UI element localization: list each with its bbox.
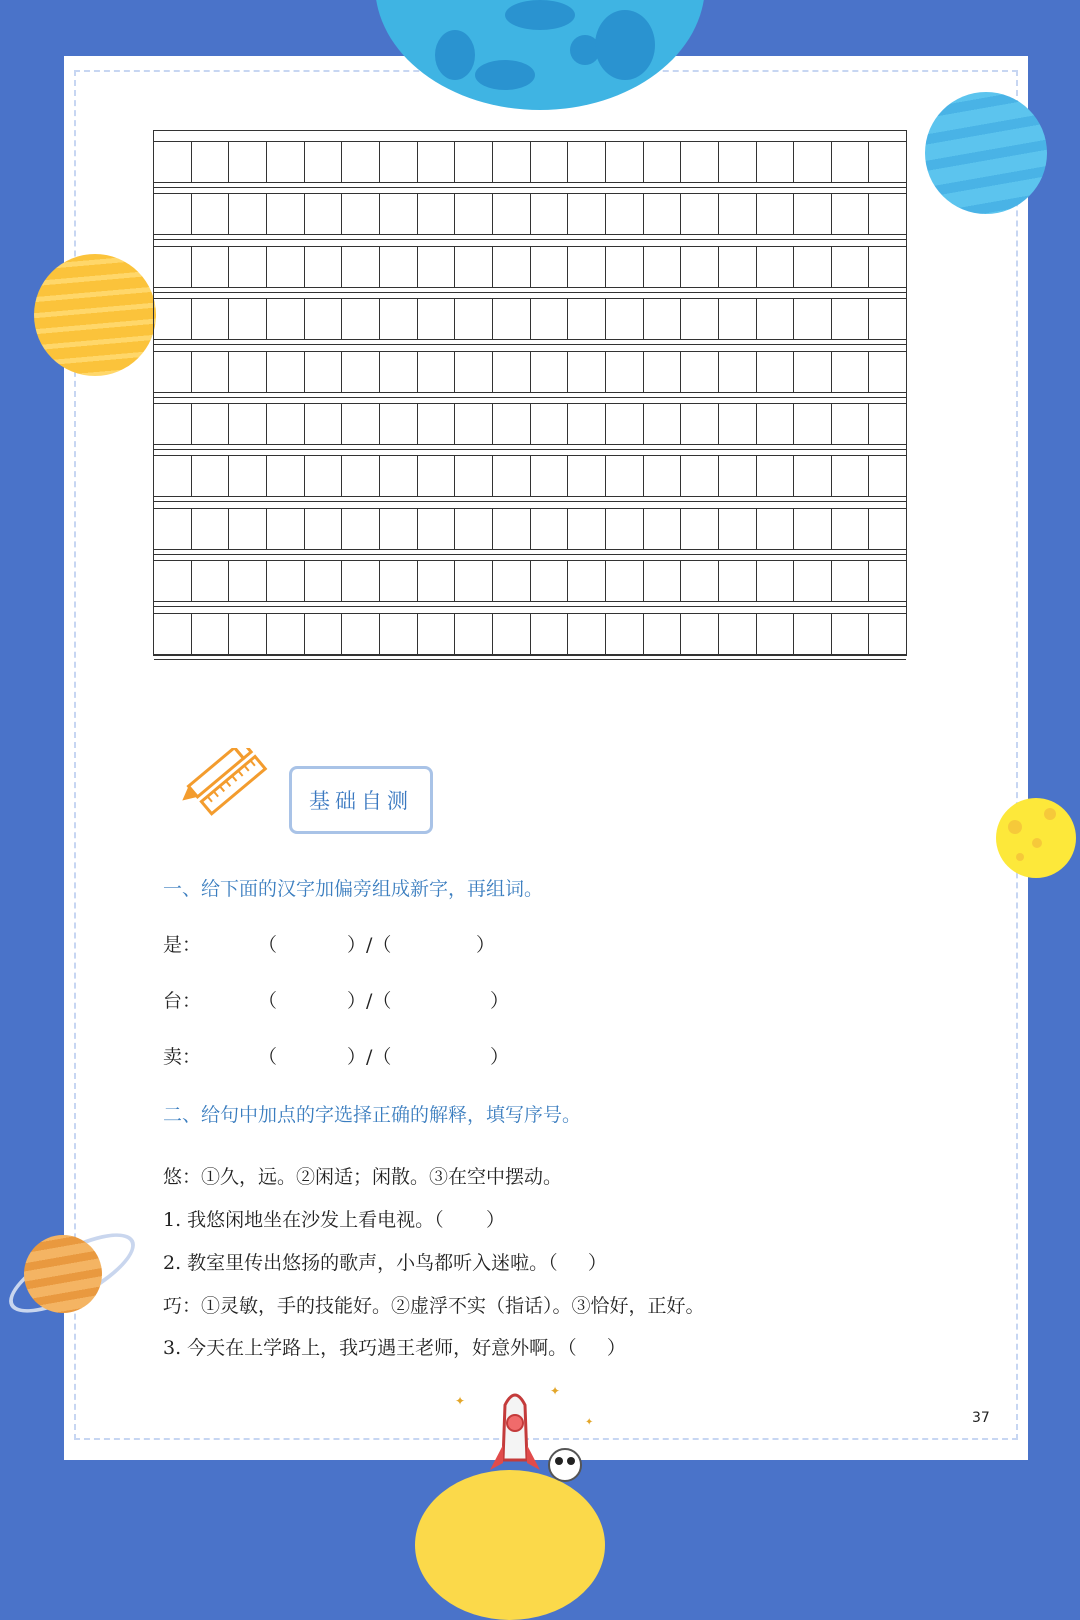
grid-cell[interactable] (794, 509, 832, 549)
rocket-illustration (455, 1385, 605, 1495)
grid-cell[interactable] (832, 299, 870, 339)
grid-cell[interactable] (192, 614, 230, 654)
grid-cell[interactable] (719, 194, 757, 234)
grid-cell[interactable] (606, 404, 644, 444)
grid-cell[interactable] (832, 404, 870, 444)
grid-cell[interactable] (869, 194, 906, 234)
grid-cell[interactable] (869, 352, 906, 392)
grid-cell[interactable] (305, 456, 343, 496)
q1-blank-open: （ (258, 1046, 278, 1068)
grid-cell[interactable] (531, 456, 569, 496)
grid-cell[interactable] (305, 142, 343, 182)
grid-cell[interactable] (832, 352, 870, 392)
grid-cell[interactable] (342, 614, 380, 654)
grid-separator-line (154, 501, 906, 502)
grid-cell[interactable] (267, 509, 305, 549)
yellow-planet-decoration (34, 254, 156, 376)
grid-cell[interactable] (493, 509, 531, 549)
grid-cell[interactable] (757, 404, 795, 444)
grid-cell[interactable] (644, 352, 682, 392)
grid-cell[interactable] (681, 456, 719, 496)
grid-cell[interactable] (568, 456, 606, 496)
grid-cell[interactable] (869, 509, 906, 549)
grid-cell[interactable] (606, 194, 644, 234)
grid-cell[interactable] (229, 142, 267, 182)
grid-cell[interactable] (342, 561, 380, 601)
grid-cell[interactable] (568, 247, 606, 287)
grid-cell[interactable] (455, 299, 493, 339)
grid-cell[interactable] (455, 561, 493, 601)
grid-cell[interactable] (757, 352, 795, 392)
grid-row (154, 560, 906, 602)
grid-separator-line (154, 659, 906, 660)
grid-cell[interactable] (531, 404, 569, 444)
grid-cell[interactable] (832, 614, 870, 654)
grid-guide-line (154, 341, 906, 342)
grid-cell[interactable] (493, 456, 531, 496)
grid-cell[interactable] (154, 299, 192, 339)
grid-cell[interactable] (229, 352, 267, 392)
grid-cell[interactable] (719, 509, 757, 549)
grid-cell[interactable] (267, 352, 305, 392)
grid-cell[interactable] (305, 614, 343, 654)
grid-cell[interactable] (192, 247, 230, 287)
grid-cell[interactable] (455, 142, 493, 182)
grid-cell[interactable] (229, 247, 267, 287)
grid-cell[interactable] (380, 561, 418, 601)
grid-cell[interactable] (305, 247, 343, 287)
grid-cell[interactable] (832, 247, 870, 287)
grid-guide-line (154, 498, 906, 499)
grid-cell[interactable] (418, 247, 456, 287)
q1-blank-close: ） (490, 990, 510, 1012)
question-line: 3. 今天在上学路上，我巧遇王老师，好意外啊。（ ） (163, 1337, 626, 1359)
grid-cell[interactable] (869, 142, 906, 182)
q1-item-char: 台： (163, 990, 202, 1012)
grid-cell[interactable] (869, 299, 906, 339)
grid-cell[interactable] (229, 509, 267, 549)
grid-cell[interactable] (267, 247, 305, 287)
q1-item-char: 卖： (163, 1046, 202, 1068)
grid-cell[interactable] (531, 509, 569, 549)
grid-cell[interactable] (794, 299, 832, 339)
grid-cell[interactable] (342, 404, 380, 444)
grid-cell[interactable] (681, 352, 719, 392)
grid-cell[interactable] (229, 561, 267, 601)
grid-cell[interactable] (719, 247, 757, 287)
grid-cell[interactable] (719, 561, 757, 601)
grid-cell[interactable] (719, 142, 757, 182)
grid-cell[interactable] (192, 194, 230, 234)
grid-cell[interactable] (832, 194, 870, 234)
grid-cell[interactable] (644, 142, 682, 182)
grid-cell[interactable] (568, 404, 606, 444)
grid-cell[interactable] (380, 247, 418, 287)
grid-cell[interactable] (154, 352, 192, 392)
grid-cell[interactable] (568, 142, 606, 182)
grid-cell[interactable] (681, 509, 719, 549)
grid-cell[interactable] (229, 299, 267, 339)
grid-row (154, 455, 906, 497)
grid-cell[interactable] (531, 142, 569, 182)
grid-cell[interactable] (267, 142, 305, 182)
grid-cell[interactable] (154, 509, 192, 549)
grid-cell[interactable] (192, 456, 230, 496)
grid-cell[interactable] (418, 299, 456, 339)
grid-cell[interactable] (757, 299, 795, 339)
grid-cell[interactable] (342, 352, 380, 392)
grid-cell[interactable] (342, 299, 380, 339)
question-line: 1. 我悠闲地坐在沙发上看电视。（ ） (163, 1209, 505, 1231)
grid-cell[interactable] (531, 352, 569, 392)
grid-cell[interactable] (267, 194, 305, 234)
grid-cell[interactable] (644, 456, 682, 496)
grid-cell[interactable] (681, 404, 719, 444)
grid-cell[interactable] (154, 142, 192, 182)
grid-cell[interactable] (418, 614, 456, 654)
grid-cell[interactable] (229, 456, 267, 496)
grid-guide-line (154, 236, 906, 237)
grid-row (154, 246, 906, 288)
grid-cell[interactable] (681, 561, 719, 601)
grid-cell[interactable] (644, 561, 682, 601)
grid-cell[interactable] (757, 614, 795, 654)
grid-cell[interactable] (342, 142, 380, 182)
grid-cell[interactable] (568, 194, 606, 234)
grid-cell[interactable] (154, 194, 192, 234)
grid-cell[interactable] (644, 509, 682, 549)
grid-separator-line (154, 292, 906, 293)
grid-cell[interactable] (719, 352, 757, 392)
grid-cell[interactable] (869, 614, 906, 654)
grid-cell[interactable] (493, 352, 531, 392)
grid-cell[interactable] (455, 404, 493, 444)
grid-cell[interactable] (380, 509, 418, 549)
grid-cell[interactable] (192, 404, 230, 444)
grid-cell[interactable] (493, 404, 531, 444)
grid-cell[interactable] (380, 614, 418, 654)
grid-cell[interactable] (606, 299, 644, 339)
grid-cell[interactable] (794, 194, 832, 234)
grid-cell[interactable] (380, 299, 418, 339)
grid-cell[interactable] (418, 456, 456, 496)
grid-cell[interactable] (455, 352, 493, 392)
grid-cell[interactable] (192, 509, 230, 549)
grid-guide-line (154, 183, 906, 184)
grid-cell[interactable] (342, 509, 380, 549)
grid-cell[interactable] (493, 561, 531, 601)
grid-cell[interactable] (229, 194, 267, 234)
question-1-heading: 一、给下面的汉字加偏旁组成新字，再组词。 (163, 878, 544, 900)
grid-cell[interactable] (606, 614, 644, 654)
grid-cell[interactable] (644, 194, 682, 234)
grid-cell[interactable] (493, 299, 531, 339)
grid-guide-line (154, 603, 906, 604)
grid-cell[interactable] (418, 404, 456, 444)
grid-guide-line (154, 288, 906, 289)
grid-row (154, 141, 906, 183)
grid-cell[interactable] (192, 299, 230, 339)
grid-cell[interactable] (342, 247, 380, 287)
grid-cell[interactable] (794, 247, 832, 287)
grid-cell[interactable] (455, 247, 493, 287)
grid-cell[interactable] (757, 561, 795, 601)
grid-cell[interactable] (606, 142, 644, 182)
grid-cell[interactable] (606, 509, 644, 549)
grid-guide-line (154, 550, 906, 551)
saturn-decoration (24, 1235, 102, 1313)
grid-cell[interactable] (719, 456, 757, 496)
svg-text:✦: ✦ (585, 1417, 594, 1428)
grid-cell[interactable] (342, 456, 380, 496)
grid-cell[interactable] (418, 142, 456, 182)
grid-cell[interactable] (380, 404, 418, 444)
grid-cell[interactable] (418, 509, 456, 549)
grid-cell[interactable] (493, 194, 531, 234)
grid-cell[interactable] (455, 614, 493, 654)
grid-cell[interactable] (531, 247, 569, 287)
grid-cell[interactable] (832, 456, 870, 496)
grid-separator-line (154, 449, 906, 450)
grid-cell[interactable] (568, 352, 606, 392)
grid-cell[interactable] (757, 142, 795, 182)
grid-cell[interactable] (719, 299, 757, 339)
grid-cell[interactable] (531, 194, 569, 234)
grid-cell[interactable] (418, 194, 456, 234)
grid-cell[interactable] (644, 247, 682, 287)
grid-cell[interactable] (644, 614, 682, 654)
grid-cell[interactable] (455, 456, 493, 496)
grid-cell[interactable] (418, 352, 456, 392)
grid-cell[interactable] (568, 561, 606, 601)
grid-cell[interactable] (380, 352, 418, 392)
grid-cell[interactable] (493, 247, 531, 287)
question-line: 2. 教室里传出悠扬的歌声，小鸟都听入迷啦。（ ） (163, 1252, 607, 1274)
grid-cell[interactable] (380, 142, 418, 182)
grid-cell[interactable] (681, 299, 719, 339)
grid-cell[interactable] (305, 404, 343, 444)
definition-line: 悠：①久，远。②闲适；闲散。③在空中摆动。 (163, 1166, 563, 1188)
grid-cell[interactable] (229, 614, 267, 654)
grid-cell[interactable] (267, 404, 305, 444)
grid-cell[interactable] (681, 247, 719, 287)
yellow-moon-decoration (996, 798, 1076, 878)
character-writing-grid (153, 130, 907, 656)
grid-cell[interactable] (380, 456, 418, 496)
pencil-ruler-icon (175, 748, 275, 818)
q1-blank-close: ） (490, 1046, 510, 1068)
q1-blank-open: （ (258, 934, 278, 956)
grid-cell[interactable] (493, 142, 531, 182)
grid-cell[interactable] (869, 456, 906, 496)
grid-cell[interactable] (267, 299, 305, 339)
grid-cell[interactable] (267, 561, 305, 601)
grid-cell[interactable] (192, 561, 230, 601)
grid-cell[interactable] (794, 142, 832, 182)
grid-cell[interactable] (568, 299, 606, 339)
grid-cell[interactable] (154, 614, 192, 654)
grid-cell[interactable] (305, 194, 343, 234)
grid-guide-line (154, 393, 906, 394)
grid-cell[interactable] (267, 614, 305, 654)
svg-text:✦: ✦ (550, 1385, 561, 1398)
grid-cell[interactable] (757, 194, 795, 234)
grid-row (154, 298, 906, 340)
grid-cell[interactable] (606, 561, 644, 601)
page-number: 37 (972, 1410, 990, 1426)
grid-cell[interactable] (493, 614, 531, 654)
section-title-badge: 基础自测 (289, 766, 433, 834)
definition-line: 巧：①灵敏，手的技能好。②虚浮不实（指话）。③恰好，正好。 (163, 1295, 705, 1317)
grid-separator-line (154, 397, 906, 398)
grid-cell[interactable] (154, 456, 192, 496)
grid-cell[interactable] (305, 561, 343, 601)
grid-cell[interactable] (455, 194, 493, 234)
grid-cell[interactable] (568, 614, 606, 654)
grid-cell[interactable] (418, 561, 456, 601)
question-2-heading: 二、给句中加点的字选择正确的解释，填写序号。 (163, 1104, 582, 1126)
grid-cell[interactable] (681, 142, 719, 182)
grid-cell[interactable] (832, 142, 870, 182)
q1-blank-separator: ）/（ (347, 934, 392, 956)
grid-cell[interactable] (757, 456, 795, 496)
grid-cell[interactable] (342, 194, 380, 234)
grid-cell[interactable] (794, 561, 832, 601)
grid-cell[interactable] (681, 194, 719, 234)
grid-cell[interactable] (794, 456, 832, 496)
q1-item-char: 是： (163, 934, 202, 956)
grid-cell[interactable] (757, 247, 795, 287)
svg-text:✦: ✦ (455, 1394, 466, 1408)
grid-cell[interactable] (531, 561, 569, 601)
grid-cell[interactable] (757, 509, 795, 549)
q1-blank-separator: ）/（ (347, 1046, 392, 1068)
grid-cell[interactable] (794, 352, 832, 392)
grid-row (154, 613, 906, 655)
grid-separator-line (154, 606, 906, 607)
grid-cell[interactable] (794, 404, 832, 444)
grid-cell[interactable] (606, 352, 644, 392)
grid-guide-line (154, 131, 906, 132)
grid-cell[interactable] (531, 299, 569, 339)
grid-cell[interactable] (869, 561, 906, 601)
grid-cell[interactable] (305, 352, 343, 392)
grid-guide-line (154, 445, 906, 446)
grid-cell[interactable] (568, 509, 606, 549)
grid-row (154, 193, 906, 235)
grid-cell[interactable] (154, 561, 192, 601)
grid-cell[interactable] (154, 247, 192, 287)
grid-cell[interactable] (531, 614, 569, 654)
grid-cell[interactable] (267, 456, 305, 496)
grid-separator-line (154, 239, 906, 240)
grid-cell[interactable] (606, 247, 644, 287)
grid-cell[interactable] (154, 404, 192, 444)
grid-cell[interactable] (455, 509, 493, 549)
q1-blank-close: ） (476, 934, 496, 956)
q1-blank-open: （ (258, 990, 278, 1012)
blue-planet-decoration (925, 92, 1047, 214)
grid-separator-line (154, 187, 906, 188)
grid-cell[interactable] (719, 404, 757, 444)
grid-cell[interactable] (606, 456, 644, 496)
grid-cell[interactable] (305, 509, 343, 549)
grid-separator-line (154, 344, 906, 345)
q1-blank-separator: ）/（ (347, 990, 392, 1012)
grid-cell[interactable] (644, 404, 682, 444)
grid-cell[interactable] (192, 142, 230, 182)
grid-cell[interactable] (192, 352, 230, 392)
grid-cell[interactable] (869, 247, 906, 287)
grid-cell[interactable] (229, 404, 267, 444)
grid-cell[interactable] (681, 614, 719, 654)
grid-cell[interactable] (832, 509, 870, 549)
grid-row (154, 403, 906, 445)
grid-cell[interactable] (644, 299, 682, 339)
grid-cell[interactable] (794, 614, 832, 654)
grid-cell[interactable] (380, 194, 418, 234)
grid-cell[interactable] (869, 404, 906, 444)
grid-cell[interactable] (832, 561, 870, 601)
grid-separator-line (154, 554, 906, 555)
grid-row (154, 508, 906, 550)
grid-cell[interactable] (305, 299, 343, 339)
grid-row (154, 351, 906, 393)
grid-cell[interactable] (719, 614, 757, 654)
